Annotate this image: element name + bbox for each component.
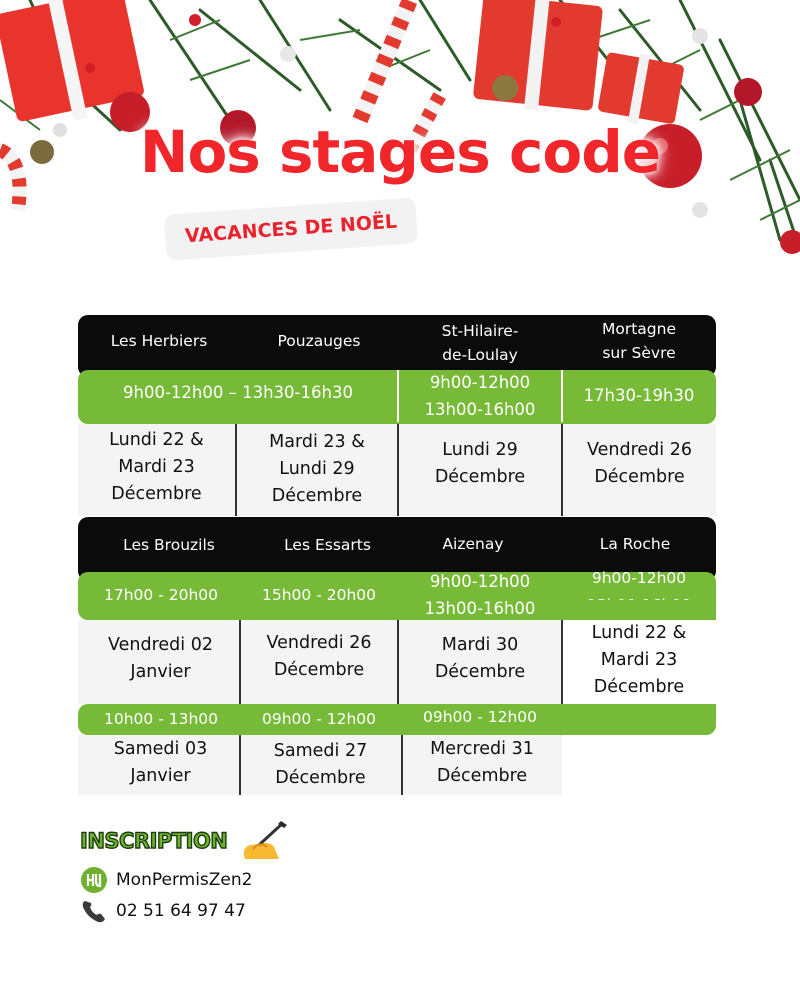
location-header: Mortagne sur Sèvre	[601, 320, 676, 362]
telephone-icon	[80, 898, 108, 924]
time-slot: 9h00-12h00	[591, 569, 687, 587]
account-row[interactable]	[80, 866, 252, 894]
date-cell: Lundi 22 & Mardi 23 Décembre	[591, 622, 687, 697]
date-cell: Mercredi 31 Décembre	[430, 739, 534, 786]
location-header: La Roche	[599, 535, 671, 553]
date-cell: Vendredi 26 Décembre	[587, 440, 692, 487]
time-slot: 09h00 - 12h00	[262, 710, 376, 728]
date-cell: Mardi 30 Décembre	[434, 635, 526, 682]
phone-number: 02 51 64 97 47	[116, 901, 246, 921]
date-cell: Lundi 22 & Mardi 23 Décembre	[109, 429, 204, 504]
date-cell: Vendredi 02 Janvier	[108, 635, 213, 682]
time-slot: 9h00-12h00 13h00-16h00	[424, 373, 536, 419]
location-header: Pouzauges	[277, 332, 361, 350]
column-divider	[397, 370, 399, 422]
date-cell: Lundi 29 Décembre	[434, 440, 526, 487]
account-name: MonPermisZen2	[116, 870, 253, 890]
date-cell: Vendredi 26 Décembre	[266, 633, 372, 680]
time-slot: 17h00 - 20h00	[104, 585, 218, 604]
column-divider	[561, 370, 563, 422]
location-header: Les Brouzils	[123, 536, 215, 554]
phone-row[interactable]	[80, 897, 246, 925]
subtitle-text: VACANCES DE NOËL	[184, 210, 398, 248]
writing-hand-icon	[239, 819, 291, 863]
time-slot: 15h00 - 20h00	[262, 585, 376, 604]
monpermiszen-logo-icon	[80, 866, 108, 894]
inscription-heading	[80, 820, 291, 862]
page-title: Nos stages code	[139, 118, 661, 186]
date-cell: Samedi 27 Décembre	[273, 741, 368, 788]
location-header: Aizenay	[442, 535, 504, 553]
time-slot: 17h30-19h30	[583, 385, 695, 405]
location-header: St-Hilaire- de-Loulay	[441, 322, 519, 364]
time-slot: 09h00 - 12h00	[423, 708, 537, 726]
time-slot: 9h00-12h00 13h00-16h00	[424, 572, 536, 618]
time-slot: 9h00-12h00 – 13h30-16h30	[123, 382, 353, 402]
location-header: Les Herbiers	[110, 332, 208, 350]
location-header: Les Essarts	[284, 536, 371, 554]
date-cell: Samedi 03 Janvier	[113, 739, 208, 786]
date-cell: Mardi 23 & Lundi 29 Décembre	[269, 431, 365, 506]
time-slot: 10h00 - 13h00	[104, 710, 218, 728]
inscription-label: INSCRIPTION	[80, 829, 228, 853]
